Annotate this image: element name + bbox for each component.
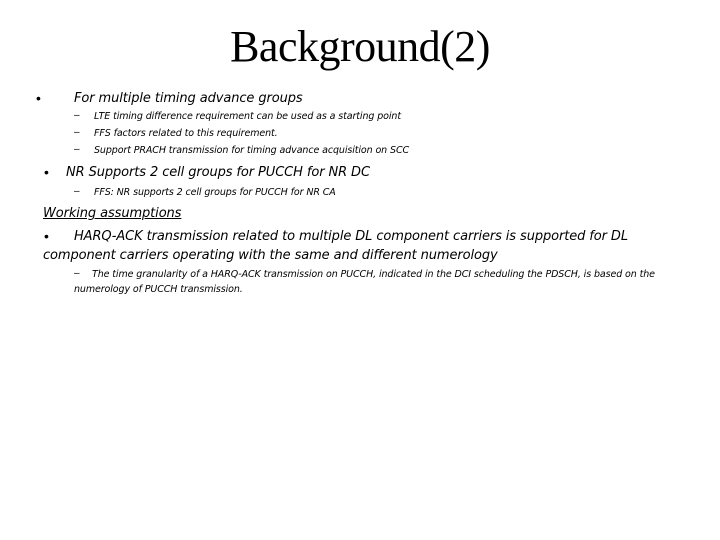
- working-subitem-line-1: The time granularity of a HARQ-ACK transmission on PUCCH, indicated in the DCI scheduling the PDSCH, is based on the: [92, 269, 655, 280]
- slide-title: Background(2): [230, 22, 490, 71]
- bullet-icon: •: [44, 164, 49, 180]
- bullet-icon: •: [44, 228, 49, 244]
- dash-icon: –: [74, 268, 80, 279]
- dash-icon: –: [74, 127, 80, 138]
- dash-icon: –: [74, 144, 80, 155]
- dash-icon: –: [74, 110, 80, 121]
- working-line-1: HARQ-ACK transmission related to multiple DL component carriers is supported for DL: [74, 229, 628, 244]
- section1-label: For multiple timing advance groups: [74, 91, 303, 106]
- working-subitem-line-2: numerology of PUCCH transmission.: [74, 284, 243, 295]
- section1-subitem: Support PRACH transmission for timing advance acquisition on SCC: [94, 145, 410, 156]
- section2-label: NR Supports 2 cell groups for PUCCH for NR DC: [66, 165, 370, 180]
- working-line-2: component carriers operating with the same and different numerology: [43, 248, 498, 263]
- working-assumptions-heading: Working assumptions: [43, 206, 182, 221]
- dash-icon: –: [74, 186, 80, 197]
- section1-subitem: LTE timing difference requirement can be used as a starting point: [94, 111, 401, 122]
- section1-subitem: FFS factors related to this requirement.: [94, 128, 278, 139]
- section2-subitem: FFS: NR supports 2 cell groups for PUCCH for NR CA: [94, 187, 336, 198]
- bullet-icon: •: [36, 90, 41, 106]
